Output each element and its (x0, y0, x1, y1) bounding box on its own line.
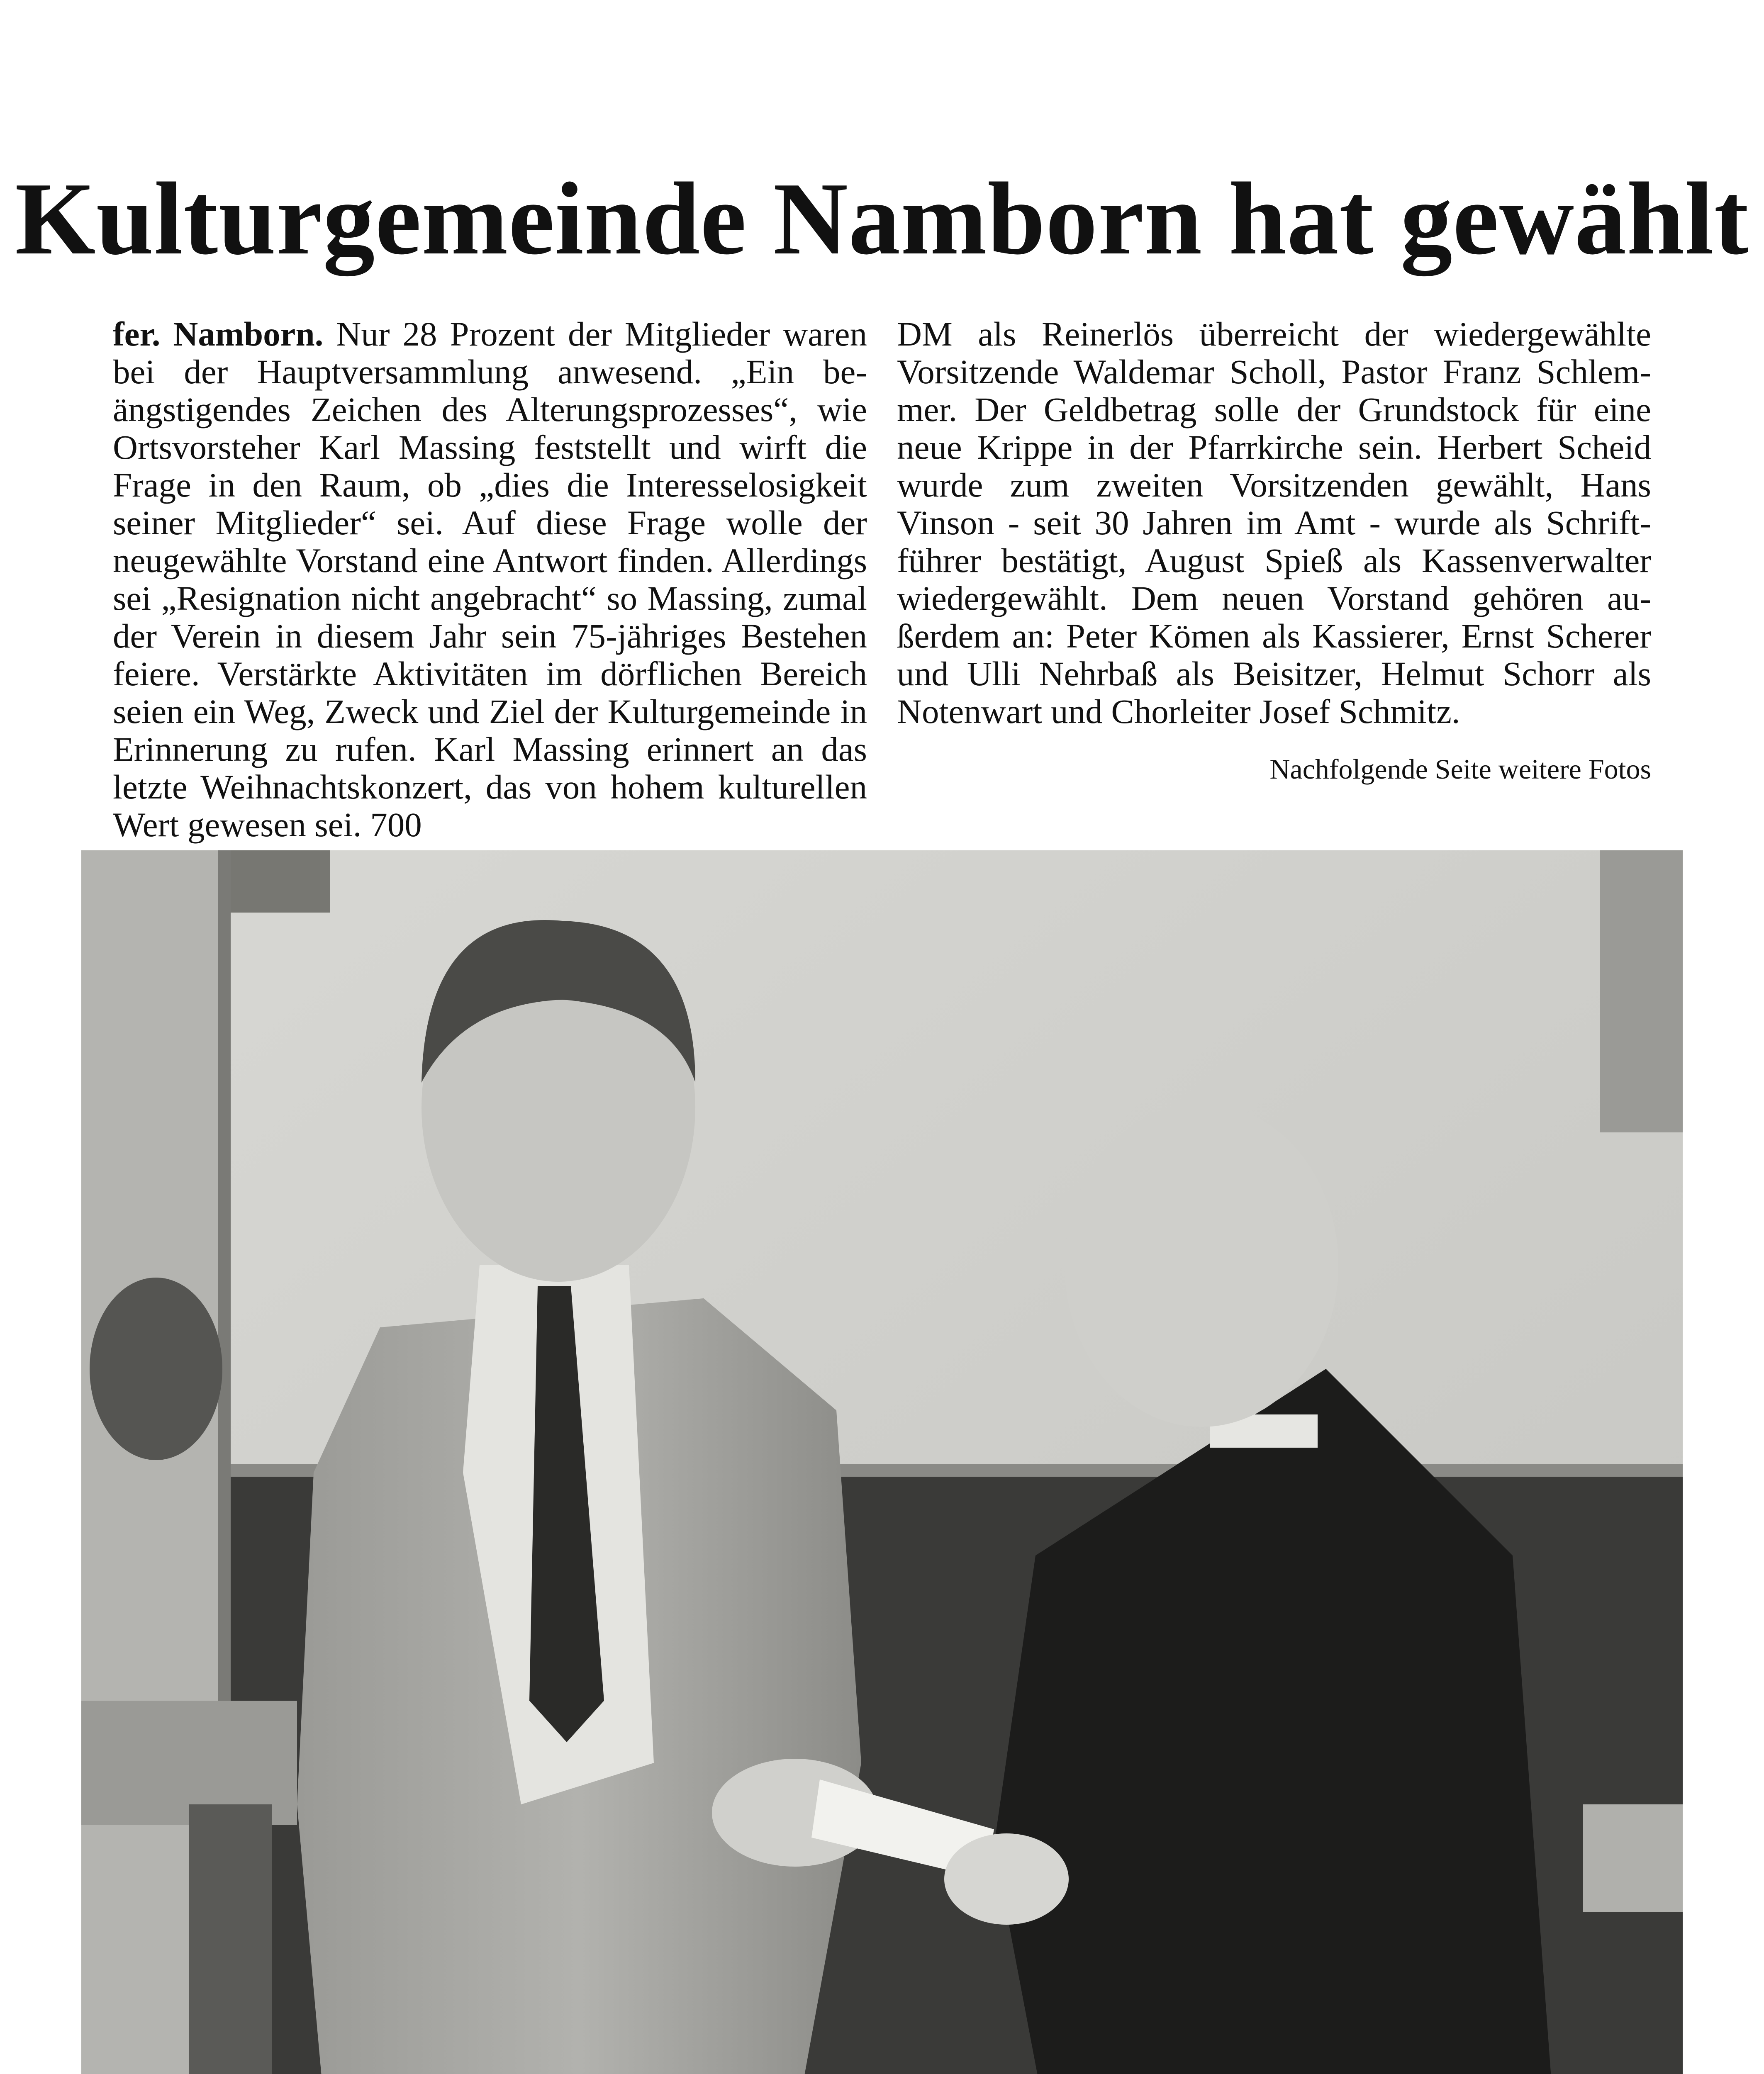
priest-hand (944, 1833, 1069, 1925)
window-frame (1600, 850, 1683, 1132)
plant (90, 1278, 222, 1460)
article-body-left: Nur 28 Prozent der Mitglieder waren bei der Hauptversammlung anwesend. „Ein beängstigendes Zeichen des Alterungsprozesses“, wie Ortsvorsteher Karl Massing feststellt und wirft die Frage in den Raum, ob „dies die Interesselosigkeit seiner Mitglieder“ sei. Auf diese Frage wolle der neugewählte Vorstand eine Antwort finden. Allerdings sei „Resignation nicht angebracht“ so Massing, zumal der Verein in diesem Jahr sein 75-jähriges Bestehen feiere. Verstärkte Aktivitäten im dörflichen Bereich seien ein Weg, Zweck und Ziel der Kulturgemeinde in Erinnerung zu rufen. Karl Massing erinnert an das letzte Weihnachtskonzert, das von hohem kulturellen Wert gewesen sei. 700 (113, 315, 867, 844)
article-right-column (897, 315, 1651, 730)
chair-left (189, 1804, 272, 2074)
photo-illustration (81, 850, 1683, 2074)
wall-picture-left (231, 850, 330, 913)
continued-note: Nachfolgende Seite weitere Fotos (1269, 753, 1651, 785)
press-photo (81, 850, 1683, 2074)
dateline: fer. Namborn. (113, 315, 324, 353)
man-right-head (1065, 1103, 1338, 1427)
article-paragraph-left (113, 315, 867, 844)
article-body-right: DM als Reinerlös überreicht der wiedergewählte Vorsitzende Waldemar Scholl, Pastor Franz Schlemmer. Der Geldbetrag solle der Grundstock für eine neue Krippe in der Pfarrkirche sein. Herbert Scheid wurde zum zweiten Vorsitzenden gewählt, Hans Vinson - seit 30 Jahren im Amt - wurde als Schriftführer bestätigt, August Spieß als Kassenverwalter wiedergewählt. Dem neuen Vorstand gehören außerdem an: Peter Kömen als Kassierer, Ernst Scherer und Ulli Nehrbaß als Beisitzer, Helmut Schorr als Notenwart und Chorleiter Josef Schmitz. (897, 315, 1651, 730)
table-right (1583, 1804, 1683, 1912)
headline: Kulturgemeinde Namborn hat gewählt (15, 161, 1749, 276)
article-left-column (113, 315, 867, 844)
